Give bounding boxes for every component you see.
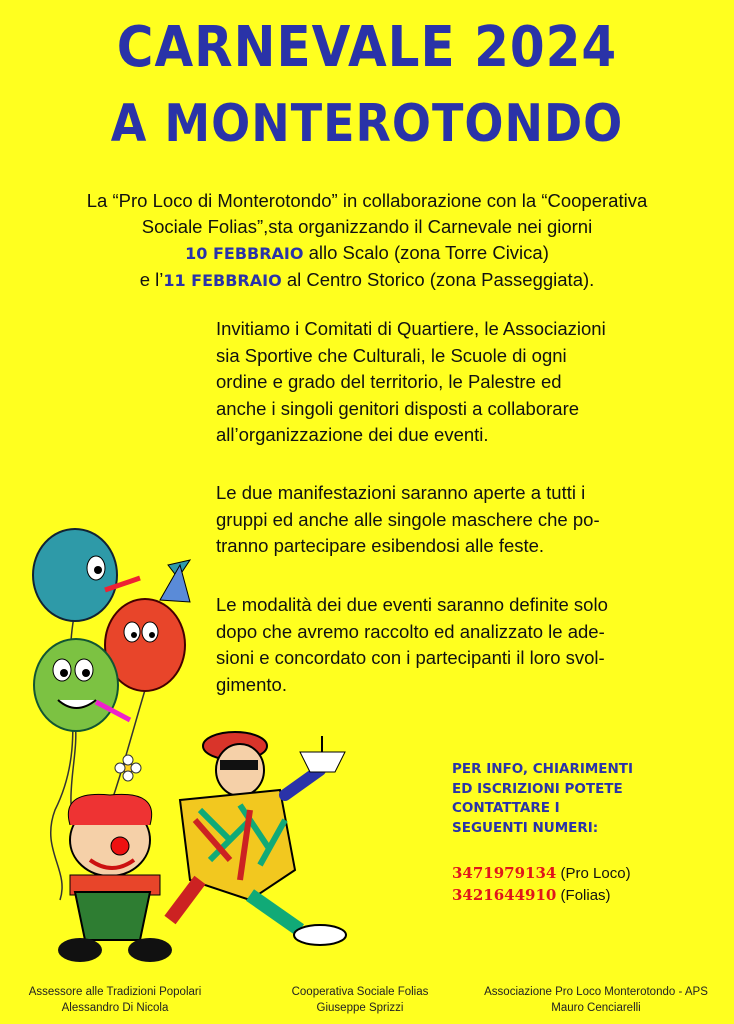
info-line: PER INFO, CHIARIMENTI (452, 761, 634, 777)
phone-label: (Pro Loco) (556, 865, 631, 882)
phone-number[interactable]: 3471979134 (452, 864, 557, 882)
title-line-1: CARNEVALE 2024 (116, 14, 618, 80)
paragraph-line: sioni e concordato con i partecipanti il loro svol- (216, 647, 605, 668)
signature-name: Alessandro Di Nicola (61, 1002, 169, 1014)
paragraph-line: Invitiamo i Comitati di Quartiere, le Associazioni (216, 318, 606, 339)
info-heading (452, 760, 712, 838)
signature-proloco (462, 984, 730, 1016)
paragraph-line: ordine e grado del territorio, le Palestre ed (216, 371, 562, 392)
date-highlight: 11 FEBBRAIO (163, 271, 282, 290)
info-line: SEGUENTI NUMERI: (452, 819, 599, 836)
intro-line (20, 267, 714, 294)
signature-role: Cooperativa Sociale Folias (291, 986, 429, 998)
info-line: CONTATTARE I (452, 800, 560, 816)
clown-icon (58, 794, 172, 962)
phone-entry-proloco (452, 864, 631, 882)
phone-number[interactable]: 3421644910 (452, 886, 557, 904)
phone-label: (Folias) (556, 887, 611, 904)
paragraph-line: sia Sportive che Culturali, le Scuole di ogni (216, 344, 567, 366)
signature-role: Associazione Pro Loco Monterotondo - APS (484, 986, 708, 998)
carnival-illustration (0, 520, 360, 980)
harlequin-icon (170, 732, 346, 945)
phone-entry-folias (452, 886, 611, 904)
date-highlight: 10 FEBBRAIO (185, 244, 304, 263)
paragraph-line: tranno partecipare esibendosi alle feste. (216, 535, 545, 556)
paragraph-line: dopo che avremo raccolto ed analizzato le ade- (216, 620, 605, 642)
signature-assessore (10, 984, 220, 1016)
title-line-2: A MONTEROTONDO (110, 92, 624, 154)
paragraph-line: Le modalità dei due eventi saranno definite solo (216, 594, 608, 615)
paragraph-line: Le due manifestazioni saranno aperte a tutti i (216, 482, 586, 503)
paragraph-line: anche i singoli genitori disposti a collaborare (216, 397, 580, 419)
invitation-paragraph (216, 316, 716, 449)
signature-folias (260, 984, 460, 1016)
intro-line (20, 240, 714, 267)
intro-text-span: allo Scalo (zona Torre Civica) (303, 242, 549, 263)
info-line: ED ISCRIZIONI POTETE (452, 780, 623, 797)
intro-line: Sociale Folias”,sta organizzando il Carnevale nei giorni (141, 216, 593, 237)
paragraph-line: all’organizzazione dei due eventi. (216, 424, 489, 445)
signature-role: Assessore alle Tradizioni Popolari (28, 986, 202, 998)
intro-text-span: e l’ (139, 269, 164, 290)
intro-line: La “Pro Loco di Monterotondo” in collaborazione con la “Cooperativa (86, 190, 648, 211)
paragraph-line: gimento. (216, 673, 287, 695)
signature-name: Giuseppe Sprizzi (316, 1002, 404, 1014)
signature-name: Mauro Cenciarelli (551, 1002, 641, 1014)
intro-text (20, 188, 714, 294)
intro-text-span: al Centro Storico (zona Passeggiata). (281, 269, 595, 290)
paragraph-line: gruppi ed anche alle singole maschere che po- (216, 508, 600, 530)
